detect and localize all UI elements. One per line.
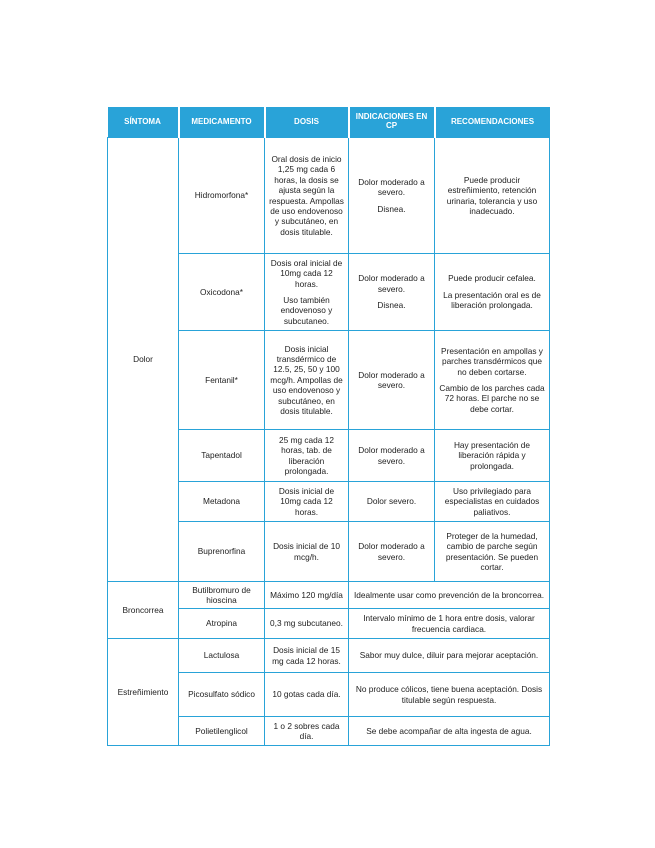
dose-cell xyxy=(265,639,349,673)
cell-paragraph: Disnea. xyxy=(377,203,406,214)
indication-cell xyxy=(349,138,435,254)
table-header-row xyxy=(108,107,550,138)
dose-cell xyxy=(265,673,349,717)
indication-cell xyxy=(349,482,435,522)
recommendation-cell xyxy=(435,331,550,430)
dose-cell xyxy=(265,430,349,482)
recommendation-cell xyxy=(435,138,550,254)
header-medicamento: MEDICAMENTO xyxy=(179,107,265,138)
cell-paragraph: Dolor severo. xyxy=(366,496,417,507)
cell-paragraph: Oral dosis de inicio 1,25 mg cada 6 horas, la dosis se ajusta según la respuesta. Ampollas de uso endovenoso y subcutáneo, en dosis titulable. xyxy=(269,154,344,237)
cell-paragraph: Disnea. xyxy=(377,300,406,311)
cell-paragraph: 25 mg cada 12 horas, tab. de liberación prolongada. xyxy=(279,434,334,476)
cell-paragraph: 0,3 mg subcutaneo. xyxy=(270,618,343,629)
medication-cell: Buprenorfina xyxy=(179,522,265,582)
table-body xyxy=(108,138,550,746)
medication-cell: Lactulosa xyxy=(179,639,265,673)
recommendation-merged-cell: Sabor muy dulce, diluir para mejorar aceptación. xyxy=(349,639,550,673)
header-recomendaciones: RECOMENDACIONES xyxy=(435,107,550,138)
recommendation-merged-cell: Intervalo mínimo de 1 hora entre dosis, valorar frecuencia cardiaca. xyxy=(349,609,550,639)
cell-paragraph: Dolor moderado a severo. xyxy=(358,541,425,562)
cell-paragraph: Máximo 120 mg/día xyxy=(270,589,343,600)
recommendation-cell xyxy=(435,430,550,482)
symptom-cell: Dolor xyxy=(108,138,179,582)
cell-paragraph: Cambio de los parches cada 72 horas. El parche no se debe cortar. xyxy=(439,383,545,414)
recommendation-merged-cell: No produce cólicos, tiene buena aceptación. Dosis titulable según respuesta. xyxy=(349,673,550,717)
cell-paragraph: Dosis inicial de 10mg cada 12 horas. xyxy=(278,485,335,517)
cell-paragraph: Uso también endovenoso y subcutaneo. xyxy=(280,295,333,326)
indication-cell xyxy=(349,331,435,430)
medication-cell: Picosulfato sódico xyxy=(179,673,265,717)
table-row xyxy=(108,582,550,609)
cell-paragraph: Presentación en ampollas y parches transdérmicos que no deben cortarse. xyxy=(441,345,543,377)
medication-table xyxy=(107,107,550,746)
dose-cell xyxy=(265,609,349,639)
header-dosis: DOSIS xyxy=(265,107,349,138)
header-sintoma: SÍNTOMA xyxy=(108,107,179,138)
recommendation-cell xyxy=(435,254,550,331)
symptom-cell: Broncorrea xyxy=(108,582,179,639)
cell-paragraph: Proteger de la humedad, cambio de parche según presentación. Se pueden cortar. xyxy=(445,530,539,572)
cell-paragraph: 10 gotas cada día. xyxy=(272,689,341,700)
cell-paragraph: Uso privilegiado para especialistas en cuidados paliativos. xyxy=(444,485,540,517)
cell-paragraph: Dolor moderado a severo. xyxy=(358,369,425,390)
recommendation-cell xyxy=(435,522,550,582)
cell-paragraph: Dosis inicial de 15 mg cada 12 horas. xyxy=(272,645,341,666)
dose-cell xyxy=(265,254,349,331)
indication-cell xyxy=(349,522,435,582)
cell-paragraph: Puede producir cefalea. xyxy=(448,273,536,284)
cell-paragraph: Puede producir estreñimiento, retención urinaria, tolerancia y uso inadecuado. xyxy=(446,174,538,216)
medication-cell: Polietilenglicol xyxy=(179,717,265,746)
medication-cell: Atropina xyxy=(179,609,265,639)
recommendation-merged-cell: Idealmente usar como prevención de la broncorrea. xyxy=(349,582,550,609)
recommendation-cell xyxy=(435,482,550,522)
recommendation-merged-cell: Se debe acompañar de alta ingesta de agua. xyxy=(349,717,550,746)
cell-paragraph: Dosis oral inicial de 10mg cada 12 horas. xyxy=(270,257,343,289)
cell-paragraph: La presentación oral es de liberación prolongada. xyxy=(443,289,541,311)
dose-cell xyxy=(265,717,349,746)
table-row xyxy=(108,138,550,254)
symptom-cell: Estreñimiento xyxy=(108,639,179,746)
cell-paragraph: 1 o 2 sobres cada día. xyxy=(273,720,340,741)
cell-paragraph: Dolor moderado a severo. xyxy=(358,273,425,294)
medication-cell: Tapentadol xyxy=(179,430,265,482)
header-indicaciones: INDICACIONES EN CP xyxy=(349,107,435,138)
cell-paragraph: Dolor moderado a severo. xyxy=(358,445,425,466)
medication-cell: Metadona xyxy=(179,482,265,522)
dose-cell xyxy=(265,482,349,522)
cell-paragraph: Dolor moderado a severo. xyxy=(358,176,425,198)
dose-cell xyxy=(265,582,349,609)
medication-cell: Butilbromuro de hioscina xyxy=(179,582,265,609)
dose-cell xyxy=(265,138,349,254)
medication-cell: Fentanil* xyxy=(179,331,265,430)
cell-paragraph: Dosis inicial transdérmico de 12.5, 25, 50 y 100 mcg/h. Ampollas de uso endovenoso y subcutáneo, en dosis titulable. xyxy=(270,343,343,416)
medication-cell: Hidromorfona* xyxy=(179,138,265,254)
cell-paragraph: Dosis inicial de 10 mcg/h. xyxy=(273,541,340,562)
indication-cell xyxy=(349,430,435,482)
cell-paragraph: Hay presentación de liberación rápida y prolongada. xyxy=(453,439,531,471)
medication-cell: Oxicodona* xyxy=(179,254,265,331)
indication-cell xyxy=(349,254,435,331)
dose-cell xyxy=(265,522,349,582)
table-row xyxy=(108,639,550,673)
dose-cell xyxy=(265,331,349,430)
